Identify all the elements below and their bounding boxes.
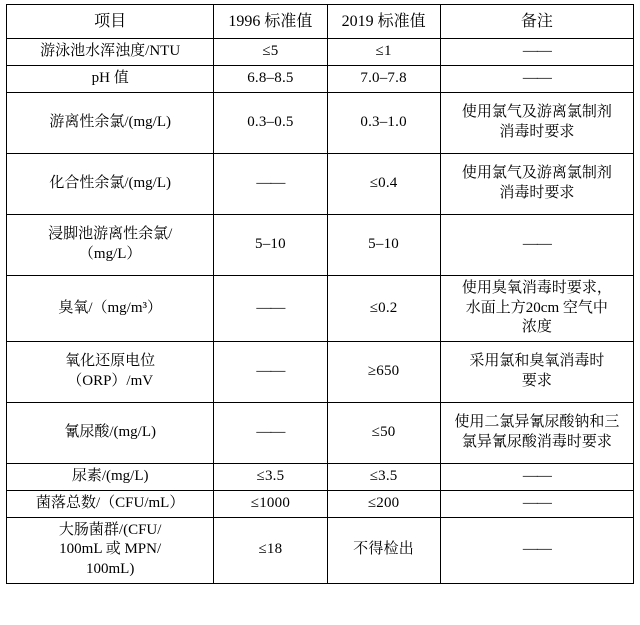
- column-header-1996: 1996 标准值: [214, 5, 327, 39]
- table-row: [7, 403, 634, 464]
- cell-note: ——: [440, 490, 633, 517]
- water-quality-standards-table: [6, 4, 634, 584]
- cell-v2019: ≤50: [327, 403, 440, 464]
- cell-item: 臭氧/（mg/m³）: [7, 275, 214, 341]
- table-row: [7, 275, 634, 341]
- cell-v2019: ≤0.4: [327, 153, 440, 214]
- cell-note: ——: [440, 39, 633, 66]
- cell-item: 菌落总数/（CFU/mL）: [7, 490, 214, 517]
- column-header-item: 项目: [7, 5, 214, 39]
- cell-v1996: ——: [214, 403, 327, 464]
- cell-v2019: 不得检出: [327, 517, 440, 583]
- table-row: [7, 517, 634, 583]
- table-row: [7, 342, 634, 403]
- column-header-note: 备注: [440, 5, 633, 39]
- cell-v1996: ——: [214, 275, 327, 341]
- cell-item: 氧化还原电位 （ORP）/mV: [7, 342, 214, 403]
- cell-note: 使用臭氧消毒时要求， 水面上方20cm 空气中 浓度: [440, 275, 633, 341]
- cell-item: 浸脚池游离性余氯/ （mg/L）: [7, 214, 214, 275]
- table-row: [7, 153, 634, 214]
- cell-v1996: 0.3–0.5: [214, 92, 327, 153]
- cell-item: 游离性余氯/(mg/L): [7, 92, 214, 153]
- table-header-row: [7, 5, 634, 39]
- table-row: [7, 39, 634, 66]
- cell-item: pH 值: [7, 65, 214, 92]
- cell-note: ——: [440, 65, 633, 92]
- cell-v2019: ≤1: [327, 39, 440, 66]
- cell-item: 尿素/(mg/L): [7, 464, 214, 491]
- cell-note: ——: [440, 517, 633, 583]
- cell-note: 使用氯气及游离氯制剂 消毒时要求: [440, 153, 633, 214]
- cell-note: ——: [440, 214, 633, 275]
- cell-v2019: ≤200: [327, 490, 440, 517]
- cell-v2019: 5–10: [327, 214, 440, 275]
- cell-v1996: ——: [214, 342, 327, 403]
- cell-v1996: 6.8–8.5: [214, 65, 327, 92]
- cell-v1996: ≤1000: [214, 490, 327, 517]
- table-row: [7, 92, 634, 153]
- cell-v2019: 0.3–1.0: [327, 92, 440, 153]
- table-row: [7, 65, 634, 92]
- cell-note: 采用氯和臭氧消毒时 要求: [440, 342, 633, 403]
- table-row: [7, 490, 634, 517]
- cell-note: 使用氯气及游离氯制剂 消毒时要求: [440, 92, 633, 153]
- cell-v1996: ≤5: [214, 39, 327, 66]
- cell-note: 使用二氯异氰尿酸钠和三 氯异氰尿酸消毒时要求: [440, 403, 633, 464]
- cell-v1996: ≤18: [214, 517, 327, 583]
- cell-v1996: ≤3.5: [214, 464, 327, 491]
- column-header-2019: 2019 标准值: [327, 5, 440, 39]
- cell-v1996: 5–10: [214, 214, 327, 275]
- cell-item: 化合性余氯/(mg/L): [7, 153, 214, 214]
- cell-v2019: ≥650: [327, 342, 440, 403]
- cell-v2019: ≤3.5: [327, 464, 440, 491]
- table-header: [7, 5, 634, 39]
- cell-note: ——: [440, 464, 633, 491]
- cell-item: 氰尿酸/(mg/L): [7, 403, 214, 464]
- cell-item: 大肠菌群/(CFU/ 100mL 或 MPN/ 100mL): [7, 517, 214, 583]
- table-body: [7, 39, 634, 584]
- cell-v2019: 7.0–7.8: [327, 65, 440, 92]
- table-row: [7, 464, 634, 491]
- cell-v1996: ——: [214, 153, 327, 214]
- cell-v2019: ≤0.2: [327, 275, 440, 341]
- cell-item: 游泳池水浑浊度/NTU: [7, 39, 214, 66]
- table-row: [7, 214, 634, 275]
